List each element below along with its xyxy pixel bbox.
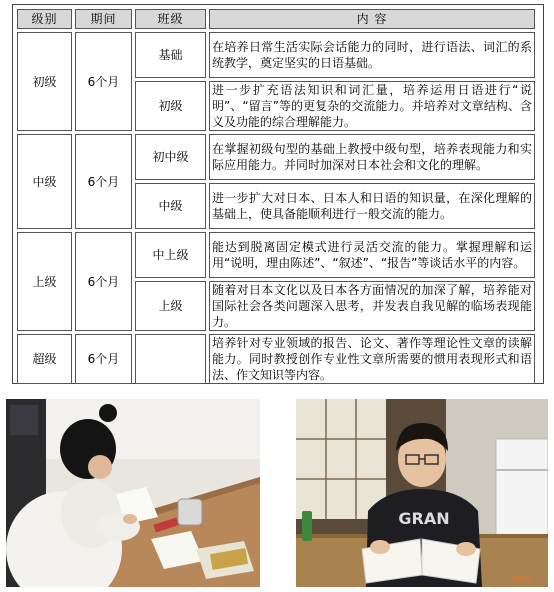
content-cell: 随着对日本文化以及日本各方面情况的加深了解，培养能对国际社会各类问题深入思考，并发表自我见解的临场表现能力。 xyxy=(209,281,535,331)
level-cell: 初级 xyxy=(17,32,72,131)
class-cell: 基础 xyxy=(135,32,206,78)
shirt-print-text: GRAN xyxy=(398,509,450,528)
content-cell: 能达到脱离固定模式进行灵活交流的能力。掌握理解和运用“说明，理由陈述”、“叙述”、“报告”等谈话水平的内容。 xyxy=(209,232,535,278)
table-row xyxy=(17,134,535,180)
photo-student-reading xyxy=(296,399,548,587)
header-period: 期间 xyxy=(75,9,132,29)
class-cell: 初中级 xyxy=(135,134,206,180)
content-cell: 在掌握初级句型的基础上教授中级句型，培养表现能力和实际应用能力。并同时加深对日本社会和文化的理解。 xyxy=(209,134,535,180)
course-table xyxy=(14,6,538,387)
level-cell: 上级 xyxy=(17,232,72,331)
class-cell: 中级 xyxy=(135,183,206,229)
table-row xyxy=(17,334,535,384)
class-cell: 上级 xyxy=(135,281,206,331)
class-cell xyxy=(135,334,206,384)
content-cell: 进一步扩充语法知识和词汇量，培养运用日语进行“说明”、“留言”等的更复杂的交流能力。并培养对文章结构、含义及功能的综合理解能力。 xyxy=(209,81,535,131)
content-cell: 在培养日常生活实际会话能力的同时，进行语法、词汇的系统教学，奠定坚实的日语基础。 xyxy=(209,32,535,78)
header-level: 级别 xyxy=(17,9,72,29)
table-row xyxy=(17,232,535,278)
header-content: 内 容 xyxy=(209,9,535,29)
level-cell: 超级 xyxy=(17,334,72,384)
period-cell: 6个月 xyxy=(75,32,132,131)
period-cell: 6个月 xyxy=(75,134,132,229)
level-cell: 中级 xyxy=(17,134,72,229)
content-cell: 培养针对专业领域的报告、论文、著作等理论性文章的读解能力。同时教授创作专业性文章所需要的惯用表现形式和语法、作文知识等内容。 xyxy=(209,334,535,384)
content-cell: 进一步扩大对日本、日本人和日语的知识量，在深化理解的基础上，使具备能顺利进行一般交流的能力。 xyxy=(209,183,535,229)
period-cell: 6个月 xyxy=(75,334,132,384)
table-row xyxy=(17,32,535,78)
photo-student-writing xyxy=(6,399,260,587)
class-cell: 中上级 xyxy=(135,232,206,278)
class-cell: 初级 xyxy=(135,81,206,131)
photo-timestamp: 2005 xyxy=(512,574,532,583)
header-class: 班级 xyxy=(135,9,206,29)
period-cell: 6个月 xyxy=(75,232,132,331)
table-header-row xyxy=(17,9,535,29)
